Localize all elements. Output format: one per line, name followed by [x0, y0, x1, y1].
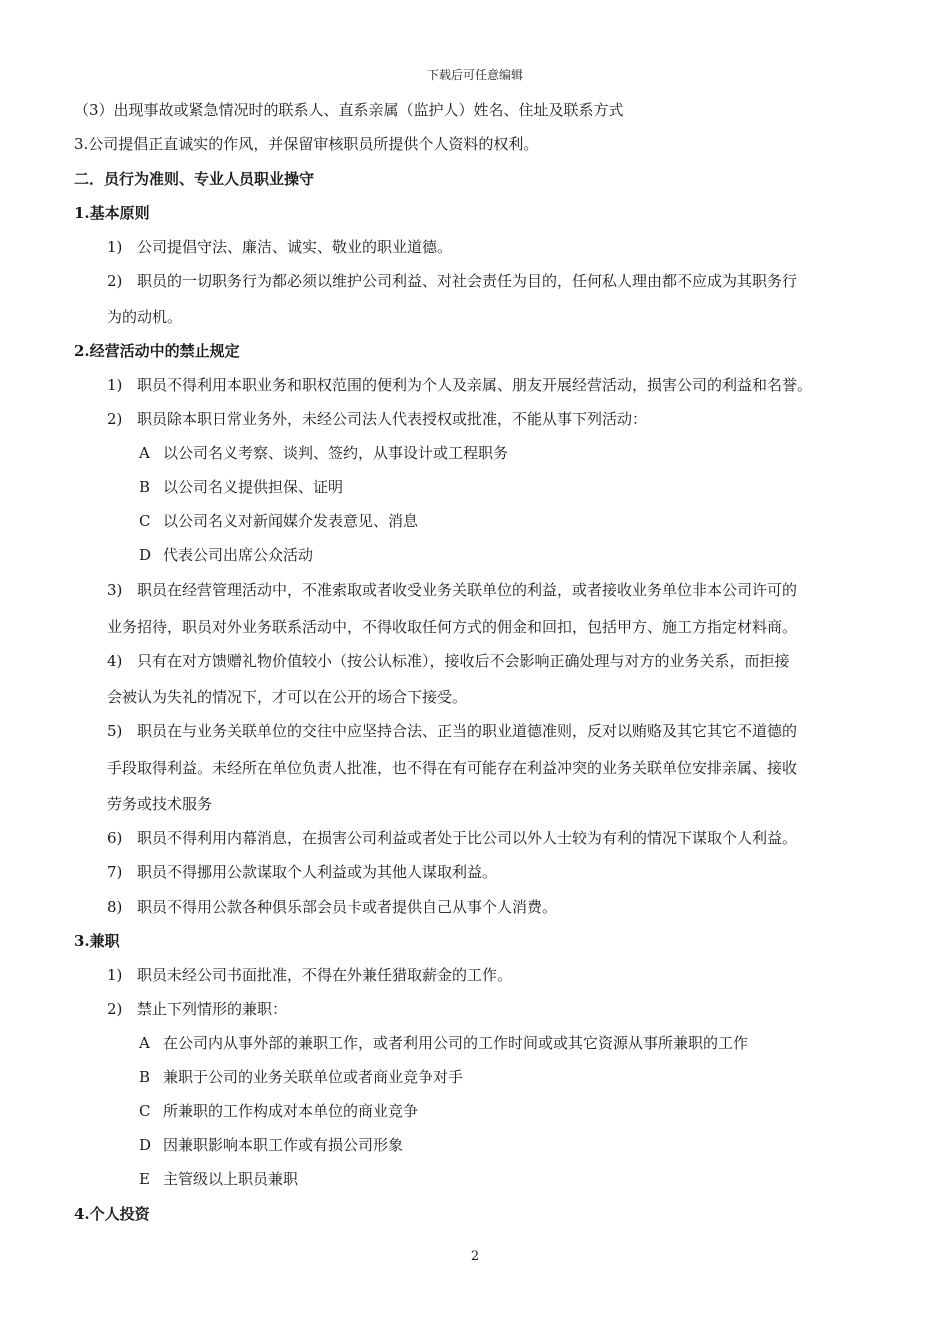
subsection-heading: 4.个人投资: [74, 1205, 150, 1223]
list-item: [107, 897, 557, 917]
list-text: 公司提倡守法、廉洁、诚实、敬业的职业道德。: [137, 238, 453, 256]
sub-list-letter: A: [139, 1034, 150, 1052]
list-item-continuation: 业务招待，职员对外业务联系活动中，不得收取任何方式的佣金和回扣，包括甲方、施工方指定材料商。: [107, 618, 798, 636]
list-number: 5): [107, 722, 123, 740]
sub-list-letter: B: [139, 1068, 151, 1086]
list-text: 职员在与业务关联单位的交往中应坚持合法、正当的职业道德准则，反对以贿赂及其它其它不道德的: [137, 722, 798, 740]
page-number: 2: [470, 1249, 480, 1264]
list-number: 7): [107, 863, 123, 881]
sub-list-letter: D: [139, 1136, 152, 1154]
list-text: 职员未经公司书面批准，不得在外兼任猎取薪金的工作。: [137, 966, 513, 984]
paragraph-line: 3.公司提倡正直诚实的作风，并保留审核职员所提供个人资料的权利。: [74, 135, 539, 153]
list-text: 职员在经营管理活动中，不准索取或者收受业务关联单位的利益，或者接收业务单位非本公司许可的: [137, 581, 798, 599]
list-item-continuation: 会被认为失礼的情况下，才可以在公开的场合下接受。: [107, 688, 468, 706]
section-heading: 二．员行为准则、专业人员职业操守: [74, 170, 315, 188]
list-text: 职员的一切职务行为都必须以维护公司利益、对社会责任为目的，任何私人理由都不应成为其职务行: [137, 272, 798, 290]
sub-list-item: [139, 1067, 463, 1087]
sub-list-text: 所兼职的工作构成对本单位的商业竞争: [163, 1102, 419, 1120]
sub-list-text: 兼职于公司的业务关联单位或者商业竞争对手: [163, 1068, 464, 1086]
sub-list-text: 以公司名义考察、谈判、签约，从事设计或工程职务: [163, 444, 509, 462]
sub-list-letter: C: [139, 1102, 151, 1120]
list-item: [107, 651, 790, 671]
list-item-continuation: 为的动机。: [107, 308, 183, 326]
sub-list-item: [139, 443, 508, 463]
sub-list-letter: C: [139, 512, 151, 530]
sub-list-item: [139, 1169, 298, 1189]
list-item-continuation: 手段取得利益。未经所在单位负责人批准，也不得在有可能存在利益冲突的业务关联单位安排亲属、接收: [107, 759, 798, 777]
sub-list-item: [139, 477, 343, 497]
list-text: 职员不得利用本职业务和职权范围的便利为个人及亲属、朋友开展经营活动，损害公司的利益和名誉。: [137, 376, 813, 394]
sub-list-text: 代表公司出席公众活动: [163, 546, 314, 564]
list-text: 职员不得利用内幕消息，在损害公司利益或者处于比公司以外人士较为有利的情况下谋取个人利益。: [137, 829, 798, 847]
list-text: 职员不得挪用公款谋取个人利益或为其他人谋取利益。: [137, 863, 498, 881]
sub-list-text: 因兼职影响本职工作或有损公司形象: [163, 1136, 404, 1154]
sub-list-item: [139, 1101, 418, 1121]
list-number: 1): [107, 238, 123, 256]
sub-list-letter: D: [139, 546, 152, 564]
subsection-heading: 2.经营活动中的禁止规定: [74, 342, 240, 360]
list-item: [107, 862, 497, 882]
list-text: 职员不得用公款各种俱乐部会员卡或者提供自己从事个人消费。: [137, 898, 558, 916]
list-number: 8): [107, 898, 123, 916]
list-number: 1): [107, 376, 123, 394]
list-number: 1): [107, 966, 123, 984]
sub-list-letter: E: [139, 1170, 150, 1188]
list-number: 6): [107, 829, 123, 847]
list-item: [107, 409, 647, 429]
list-text: 禁止下列情形的兼职：: [137, 1000, 288, 1018]
subsection-heading: 3.兼职: [74, 932, 120, 950]
subsection-heading: 1.基本原则: [74, 204, 150, 222]
sub-list-item: [139, 545, 313, 565]
list-item: [107, 375, 812, 395]
list-item: [107, 828, 797, 848]
sub-list-item: [139, 1033, 748, 1053]
sub-list-text: 以公司名义对新闻媒介发表意见、消息: [163, 512, 419, 530]
list-item: [107, 237, 452, 257]
list-number: 3): [107, 581, 123, 599]
sub-list-item: [139, 511, 418, 531]
sub-list-letter: B: [139, 478, 151, 496]
sub-list-item: [139, 1135, 403, 1155]
list-item: [107, 271, 797, 291]
list-number: 4): [107, 652, 123, 670]
list-number: 2): [107, 1000, 123, 1018]
list-text: 只有在对方馈赠礼物价值较小（按公认标准），接收后不会影响正确处理与对方的业务关系，而拒接: [137, 652, 790, 670]
sub-list-text: 以公司名义提供担保、证明: [163, 478, 344, 496]
list-item: [107, 721, 797, 741]
sub-list-text: 在公司内从事外部的兼职工作，或者利用公司的工作时间或或其它资源从事所兼职的工作: [163, 1034, 749, 1052]
list-number: 2): [107, 272, 123, 290]
list-text: 职员除本职日常业务外，未经公司法人代表授权或批准，不能从事下列活动：: [137, 410, 648, 428]
list-item: [107, 965, 512, 985]
list-item: [107, 999, 287, 1019]
sub-list-text: 主管级以上职员兼职: [163, 1170, 299, 1188]
list-item-continuation: 劳务或技术服务: [107, 795, 213, 813]
page-header: 下载后可任意编辑: [426, 68, 523, 82]
list-number: 2): [107, 410, 123, 428]
sub-list-letter: A: [139, 444, 150, 462]
paragraph-line: （3）出现事故或紧急情况时的联系人、直系亲属（监护人）姓名、住址及联系方式: [74, 101, 624, 119]
list-item: [107, 580, 797, 600]
